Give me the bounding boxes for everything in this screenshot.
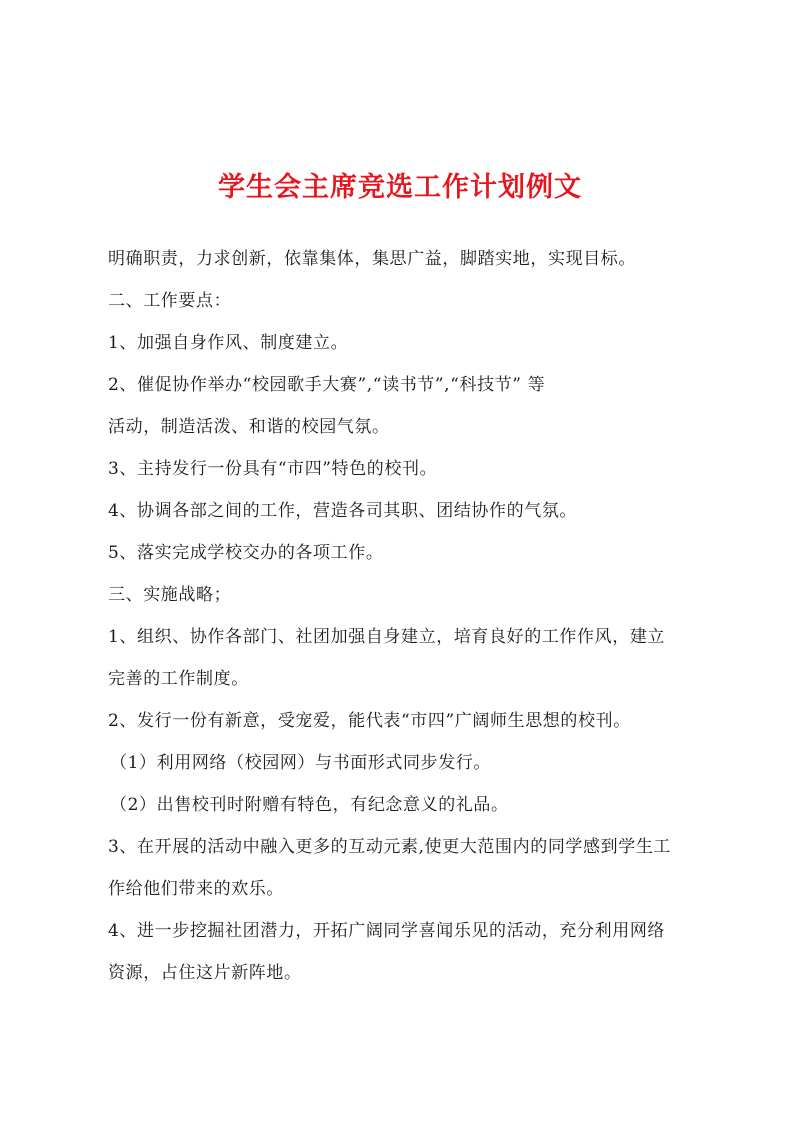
paragraph-line: 3、在开展的活动中融入更多的互动元素,使更大范围内的同学感到学生工 <box>108 837 672 857</box>
paragraph-line: 4、进一步挖掘社团潜力，开拓广阔同学喜闻乐见的活动，充分利用网络 <box>108 921 666 941</box>
paragraph-line: 1、加强自身作风、制度建立。 <box>108 333 349 353</box>
paragraph-line: 资源，占住这片新阵地。 <box>108 963 302 983</box>
paragraph-line: 2、发行一份有新意，受宠爱，能代表“市四”广阔师生思想的校刊。 <box>108 711 631 731</box>
paragraph-line: 1、组织、协作各部门、社团加强自身建立，培育良好的工作作风，建立 <box>108 627 666 647</box>
paragraph-line: 活动，制造活泼、和谐的校园气氛。 <box>108 417 390 437</box>
paragraph-line: 5、落实完成学校交办的各项工作。 <box>108 543 384 563</box>
paragraph-line: 4、协调各部之间的工作，营造各司其职、团结协作的气氛。 <box>108 501 578 521</box>
document-title: 学生会主席竞选工作计划例文 <box>218 172 582 203</box>
section-heading: 三、实施战略； <box>108 585 232 605</box>
paragraph-line: 作给他们带来的欢乐。 <box>108 879 284 899</box>
paragraph-line: （1）利用网络（校园网）与书面形式同步发行。 <box>110 753 492 773</box>
paragraph-line: 3、主持发行一份具有“市四”特色的校刊。 <box>108 459 438 479</box>
document-body <box>108 238 708 994</box>
paragraph-line: 2、催促协作举办“校园歌手大赛”,“读书节”,“科技节” 等 <box>108 375 546 395</box>
paragraph-line: 明确职责，力求创新，依靠集体，集思广益，脚踏实地，实现目标。 <box>108 249 636 269</box>
paragraph-line: （2）出售校刊时附赠有特色，有纪念意义的礼品。 <box>110 795 509 815</box>
paragraph-line: 完善的工作制度。 <box>108 669 249 689</box>
section-heading: 二、工作要点： <box>108 291 232 311</box>
